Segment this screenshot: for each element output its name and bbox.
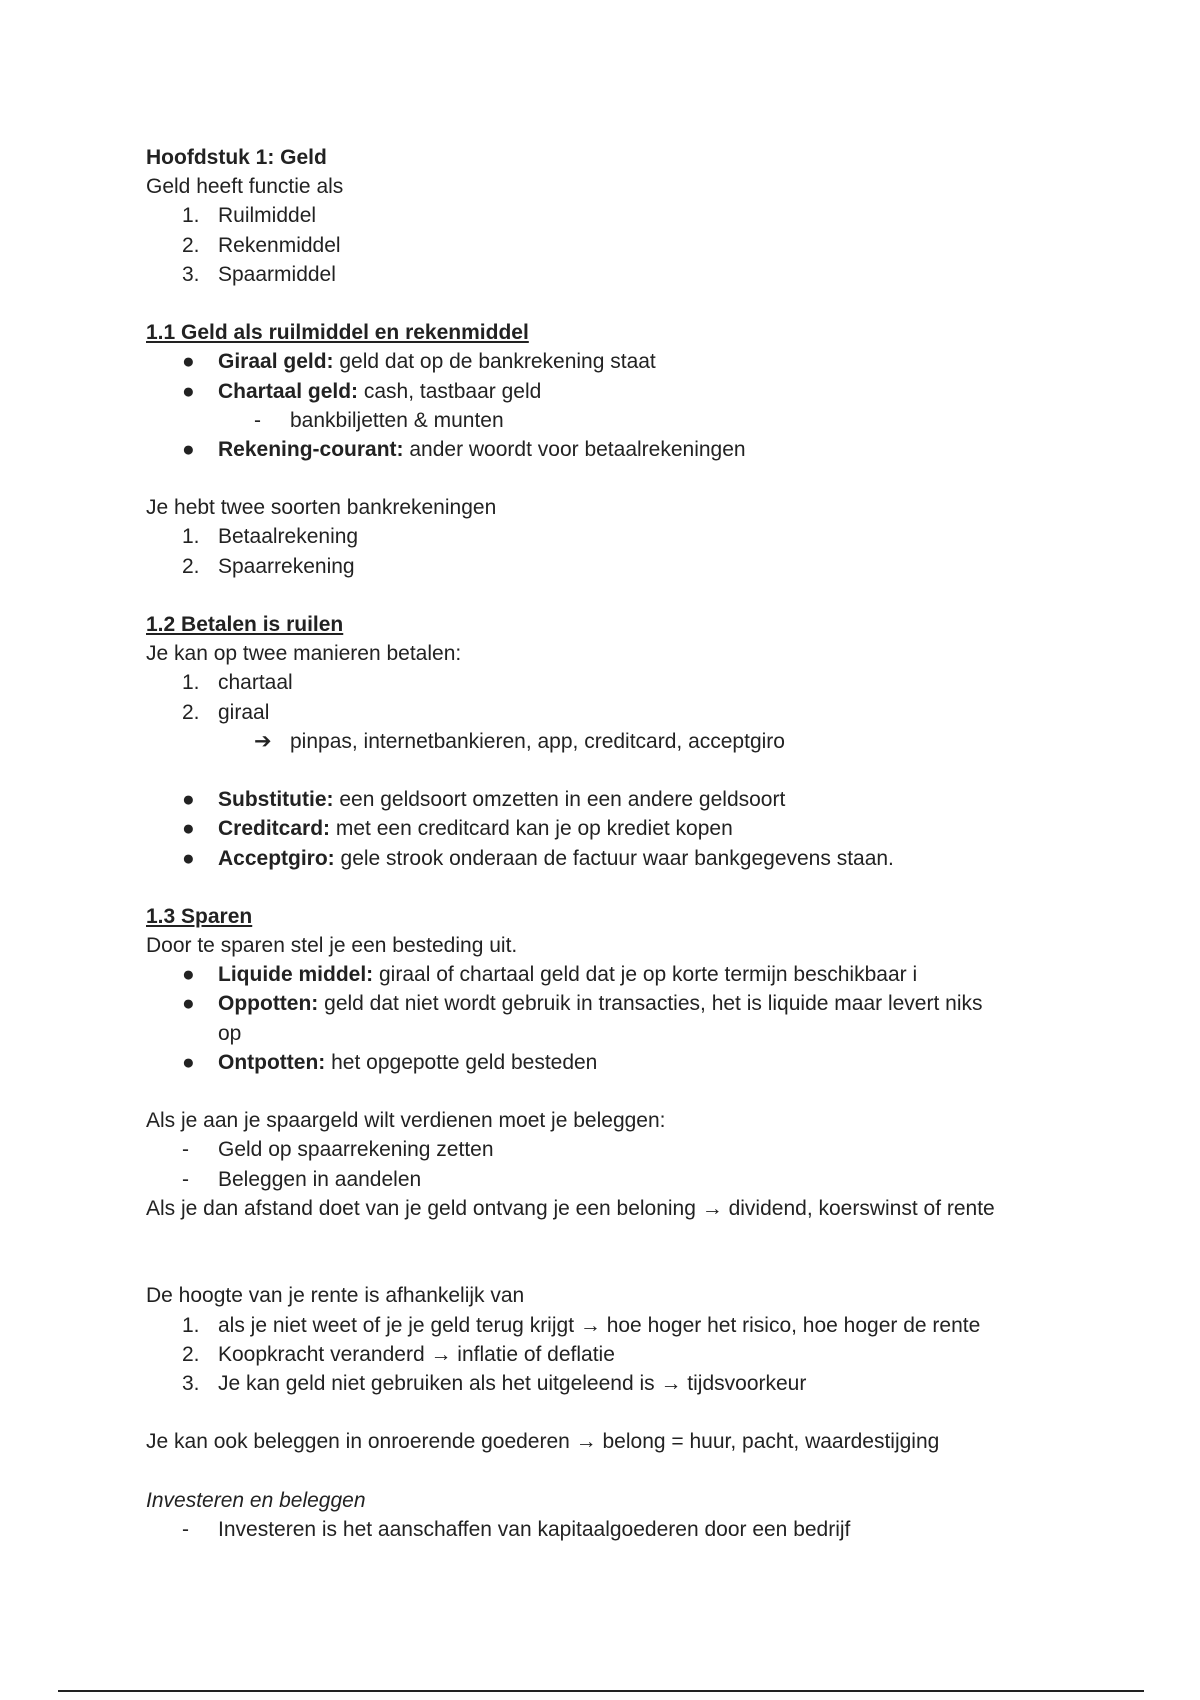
dash-icon: - [182,1167,189,1191]
list-item: 1. Ruilmiddel [182,204,317,228]
paragraph: Als je dan afstand doet van je geld ontvang je een beloning → dividend, koerswinst of rente [146,1196,995,1220]
list-item: 1. chartaal [182,671,293,695]
dash-icon: - [254,408,261,432]
bullet-icon: ● [182,788,195,812]
chapter-title: Hoofdstuk 1: Geld [146,146,327,169]
list-item: ● Creditcard: met een creditcard kan je op krediet kopen [146,814,1106,843]
list-item: - bankbiljetten & munten [146,406,1106,435]
list-item-continuation: op [218,1021,242,1045]
list-item: ● Giraal geld: geld dat op de bankrekening staat [146,347,1106,376]
bullet-icon: ● [182,992,195,1016]
section-heading: 1.1 Geld als ruilmiddel en rekenmiddel [146,321,529,345]
list-item: ● Acceptgiro: gele strook onderaan de factuur waar bankgegevens staan. [146,844,1106,873]
list-item: - Investeren is het aanschaffen van kapitaalgoederen door een bedrijf [146,1515,1106,1544]
page-divider [58,1690,1144,1692]
intro-text: Geld heeft functie als [146,175,344,199]
list-item: 3. Spaarmiddel [182,262,336,286]
dash-icon: - [182,1138,189,1162]
list-item: ● Rekening-courant: ander woordt voor betaalrekeningen [146,435,1106,464]
paragraph: Je kan op twee manieren betalen: [146,642,462,666]
list-item: ➔ pinpas, internetbankieren, app, creditcard, acceptgiro [146,727,1106,756]
list-item: ● Chartaal geld: cash, tastbaar geld [146,377,1106,406]
list-item: ● Oppotten: geld dat niet wordt gebruik in transacties, het is liquide maar levert niks [146,989,1106,1018]
section-heading: 1.3 Sparen [146,904,253,928]
paragraph: Als je aan je spaargeld wilt verdienen moet je beleggen: [146,1109,666,1133]
arrow-right-icon: ➔ [254,729,272,753]
paragraph: Je hebt twee soorten bankrekeningen [146,496,497,520]
bullet-icon: ● [182,817,195,841]
list-item: 2. Spaarrekening [182,554,355,578]
list-item: 1. als je niet weet of je je geld terug krijgt → hoe hoger het risico, hoe hoger de rente [182,1313,981,1337]
list-item: - Geld op spaarrekening zetten [146,1135,1106,1164]
list-item: ● Ontpotten: het opgepotte geld besteden [146,1048,1106,1077]
dash-icon: - [182,1517,189,1541]
list-item: - Beleggen in aandelen [146,1165,1106,1194]
bullet-icon: ● [182,1050,195,1074]
list-item: ● Liquide middel: giraal of chartaal geld dat je op korte termijn beschikbaar i [146,960,1106,989]
bullet-icon: ● [182,379,195,403]
bullet-icon: ● [182,963,195,987]
list-item: 3. Je kan geld niet gebruiken als het uitgeleend is → tijdsvoorkeur [182,1371,807,1395]
document-page [146,143,1106,1544]
list-item: 2. Koopkracht veranderd → inflatie of deflatie [182,1342,615,1366]
list-item: 2. Rekenmiddel [182,233,341,257]
list-item: 1. Betaalrekening [182,525,359,549]
paragraph: De hoogte van je rente is afhankelijk van [146,1284,525,1308]
list-item: ● Substitutie: een geldsoort omzetten in een andere geldsoort [146,785,1106,814]
paragraph: Je kan ook beleggen in onroerende goederen → belong = huur, pacht, waardestijging [146,1430,940,1454]
bullet-icon: ● [182,437,195,461]
paragraph: Door te sparen stel je een besteding uit. [146,934,518,958]
section-heading: 1.2 Betalen is ruilen [146,613,344,636]
bullet-icon: ● [182,846,195,870]
list-item: 2. giraal [182,700,270,724]
sub-heading: Investeren en beleggen [146,1488,366,1512]
bullet-icon: ● [182,350,195,374]
